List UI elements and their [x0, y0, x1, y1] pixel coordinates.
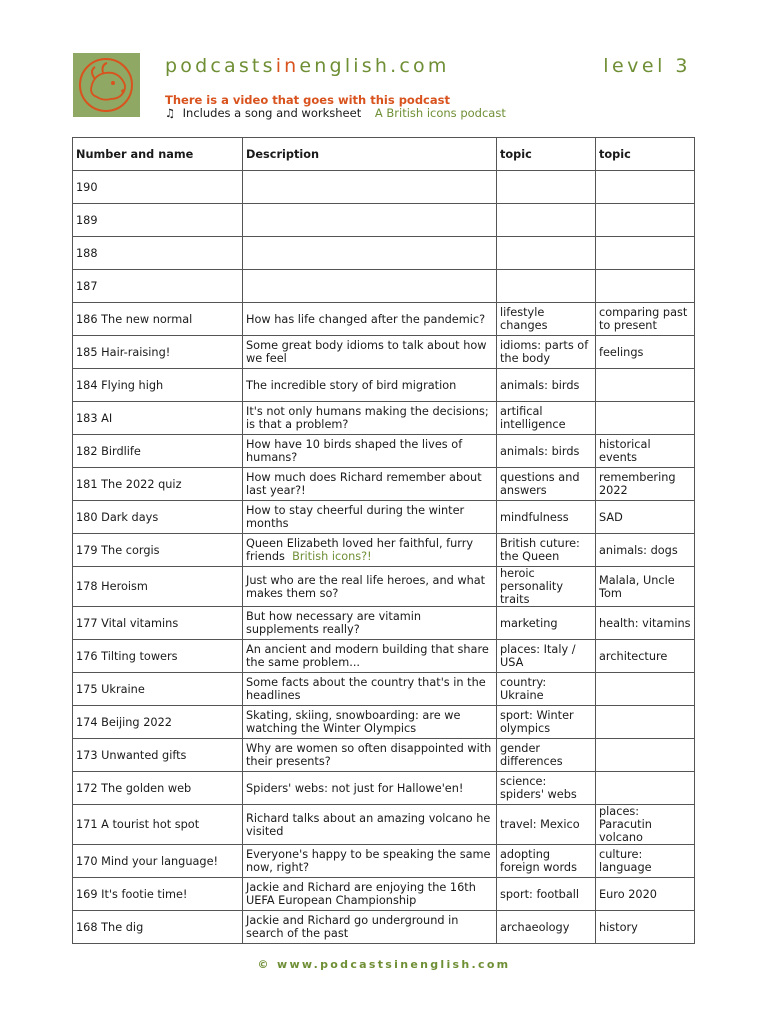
- episode-description: [243, 435, 497, 468]
- episode-name: 175 Ukraine: [73, 673, 243, 706]
- description-text: Jackie and Richard go underground in search of the past: [246, 914, 459, 940]
- episode-description: [243, 640, 497, 673]
- episode-name: 190: [73, 171, 243, 204]
- episode-topic-2: [596, 369, 695, 402]
- brand-part-1: podcasts: [165, 55, 276, 77]
- header-topic-1: topic: [497, 138, 596, 171]
- description-text: Jackie and Richard are enjoying the 16th UEFA European Championship: [246, 881, 476, 907]
- table-row: [73, 739, 695, 772]
- episode-topic-1: British cuture: the Queen: [497, 534, 596, 567]
- song-note-text: Includes a song and worksheet: [182, 106, 362, 120]
- episode-topic-1: [497, 171, 596, 204]
- episode-description: [243, 204, 497, 237]
- episode-name: 179 The corgis: [73, 534, 243, 567]
- description-text: Just who are the real life heroes, and what makes them so?: [246, 573, 486, 600]
- episode-description: [243, 336, 497, 369]
- table-row: [73, 534, 695, 567]
- episode-description: [243, 501, 497, 534]
- episode-topic-2: remembering 2022: [596, 468, 695, 501]
- episode-topic-1: animals: birds: [497, 435, 596, 468]
- episode-description: [243, 607, 497, 640]
- description-text: How to stay cheerful during the winter months: [246, 504, 465, 530]
- episode-description: [243, 673, 497, 706]
- episode-topic-2: Malala, Uncle Tom: [596, 567, 695, 607]
- episode-topic-2: historical events: [596, 435, 695, 468]
- episode-topic-2: [596, 706, 695, 739]
- episode-topic-1: artifical intelligence: [497, 402, 596, 435]
- episode-description: [243, 171, 497, 204]
- episode-topic-2: architecture: [596, 640, 695, 673]
- episode-topic-1: archaeology: [497, 911, 596, 944]
- dog-head-logo-icon: [73, 53, 140, 117]
- episode-description: [243, 739, 497, 772]
- episode-name: 169 It's footie time!: [73, 878, 243, 911]
- table-row: [73, 270, 695, 303]
- table-row: [73, 435, 695, 468]
- british-icons-note: A British icons podcast: [374, 106, 506, 120]
- episode-topic-1: sport: Winter olympics: [497, 706, 596, 739]
- brand-part-3: english.com: [299, 55, 450, 77]
- episode-topic-2: history: [596, 911, 695, 944]
- episode-name: 181 The 2022 quiz: [73, 468, 243, 501]
- episode-topic-1: marketing: [497, 607, 596, 640]
- episode-topic-1: gender differences: [497, 739, 596, 772]
- episode-topic-1: country: Ukraine: [497, 673, 596, 706]
- episode-topic-2: health: vitamins: [596, 607, 695, 640]
- table-row: [73, 303, 695, 336]
- episode-topic-1: science: spiders' webs: [497, 772, 596, 805]
- episode-name: 185 Hair-raising!: [73, 336, 243, 369]
- episode-name: 168 The dig: [73, 911, 243, 944]
- table-header-row: [73, 138, 695, 171]
- episode-description: [243, 468, 497, 501]
- episode-description: [243, 270, 497, 303]
- level-label: level 3: [603, 55, 691, 77]
- episode-topic-1: questions and answers: [497, 468, 596, 501]
- logo: [73, 53, 140, 117]
- episode-name: 180 Dark days: [73, 501, 243, 534]
- episode-topic-2: [596, 673, 695, 706]
- episode-name: 188: [73, 237, 243, 270]
- episode-topic-1: [497, 270, 596, 303]
- episode-name: 170 Mind your language!: [73, 845, 243, 878]
- description-text: How much does Richard remember about last year?!: [246, 471, 482, 497]
- table-row: [73, 706, 695, 739]
- episode-topic-1: idioms: parts of the body: [497, 336, 596, 369]
- table-row: [73, 878, 695, 911]
- footer-copyright: © www.podcastsinenglish.com: [257, 958, 511, 971]
- episode-topic-2: [596, 204, 695, 237]
- episode-topic-2: feelings: [596, 336, 695, 369]
- british-icons-tag: British icons?!: [292, 550, 372, 563]
- table-row: [73, 607, 695, 640]
- episode-topic-2: [596, 171, 695, 204]
- table-row: [73, 336, 695, 369]
- description-text: Richard talks about an amazing volcano he visited: [246, 811, 491, 838]
- description-text: How has life changed after the pandemic?: [246, 312, 486, 326]
- video-note: There is a video that goes with this podcast: [165, 93, 450, 107]
- table-row: [73, 640, 695, 673]
- episode-name: 176 Tilting towers: [73, 640, 243, 673]
- episode-name: 187: [73, 270, 243, 303]
- episode-description: [243, 772, 497, 805]
- episode-topic-2: [596, 237, 695, 270]
- description-text: Skating, skiing, snowboarding: are we watching the Winter Olympics: [246, 709, 461, 735]
- episode-topic-2: Euro 2020: [596, 878, 695, 911]
- description-text: But how necessary are vitamin supplements really?: [246, 610, 422, 636]
- music-note-icon: ♫: [165, 106, 176, 120]
- episode-topic-2: comparing past to present: [596, 303, 695, 336]
- description-text: Some facts about the country that's in the headlines: [246, 676, 486, 702]
- episode-name: 182 Birdlife: [73, 435, 243, 468]
- episode-name: 177 Vital vitamins: [73, 607, 243, 640]
- description-text: How have 10 birds shaped the lives of humans?: [246, 438, 463, 464]
- episode-description: [243, 534, 497, 567]
- table-row: [73, 772, 695, 805]
- podcast-table: [72, 137, 695, 944]
- episode-name: 174 Beijing 2022: [73, 706, 243, 739]
- episode-description: [243, 911, 497, 944]
- description-text: Why are women so often disappointed with their presents?: [246, 742, 492, 768]
- episode-name: 173 Unwanted gifts: [73, 739, 243, 772]
- episode-topic-1: travel: Mexico: [497, 805, 596, 845]
- episode-topic-2: places: Paracutin volcano: [596, 805, 695, 845]
- episode-topic-1: adopting foreign words: [497, 845, 596, 878]
- episode-name: 189: [73, 204, 243, 237]
- episode-description: [243, 805, 497, 845]
- song-note: [165, 106, 506, 120]
- episode-topic-1: animals: birds: [497, 369, 596, 402]
- description-text: Some great body idioms to talk about how we feel: [246, 339, 487, 365]
- header-number-and-name: Number and name: [73, 138, 243, 171]
- table-row: [73, 402, 695, 435]
- table-row: [73, 204, 695, 237]
- description-text: An ancient and modern building that share the same problem...: [246, 643, 489, 669]
- table-row: [73, 468, 695, 501]
- table-row: [73, 673, 695, 706]
- episode-topic-2: [596, 270, 695, 303]
- episode-topic-2: [596, 739, 695, 772]
- episode-topic-1: lifestyle changes: [497, 303, 596, 336]
- description-text: The incredible story of bird migration: [246, 378, 457, 392]
- description-text: Spiders' webs: not just for Hallowe'en!: [246, 781, 464, 795]
- episode-topic-1: places: Italy / USA: [497, 640, 596, 673]
- episode-description: [243, 845, 497, 878]
- table-row: [73, 845, 695, 878]
- episode-topic-2: [596, 772, 695, 805]
- table-row: [73, 805, 695, 845]
- episode-topic-1: mindfulness: [497, 501, 596, 534]
- description-text: Everyone's happy to be speaking the same now, right?: [246, 848, 491, 874]
- table-row: [73, 911, 695, 944]
- episode-name: 178 Heroism: [73, 567, 243, 607]
- episode-description: [243, 567, 497, 607]
- brand-part-2: in: [275, 55, 300, 77]
- episode-topic-2: culture: language: [596, 845, 695, 878]
- episode-description: [243, 706, 497, 739]
- episode-topic-2: animals: dogs: [596, 534, 695, 567]
- table-row: [73, 237, 695, 270]
- description-text: Queen Elizabeth loved her faithful, furry friends: [246, 537, 474, 563]
- site-brand: [165, 55, 450, 77]
- episode-name: 172 The golden web: [73, 772, 243, 805]
- table-row: [73, 501, 695, 534]
- episode-description: [243, 303, 497, 336]
- table-row: [73, 171, 695, 204]
- episode-topic-1: [497, 204, 596, 237]
- episode-topic-1: heroic personality traits: [497, 567, 596, 607]
- description-text: It's not only humans making the decisions; is that a problem?: [246, 405, 489, 431]
- episode-name: 186 The new normal: [73, 303, 243, 336]
- episode-topic-2: SAD: [596, 501, 695, 534]
- episode-description: [243, 878, 497, 911]
- episode-name: 171 A tourist hot spot: [73, 805, 243, 845]
- episode-name: 183 AI: [73, 402, 243, 435]
- episode-name: 184 Flying high: [73, 369, 243, 402]
- table-row: [73, 369, 695, 402]
- episode-description: [243, 369, 497, 402]
- episode-description: [243, 237, 497, 270]
- episode-topic-2: [596, 402, 695, 435]
- table-row: [73, 567, 695, 607]
- episode-topic-1: [497, 237, 596, 270]
- episode-topic-1: sport: football: [497, 878, 596, 911]
- header-description: Description: [243, 138, 497, 171]
- episode-description: [243, 402, 497, 435]
- header-topic-2: topic: [596, 138, 695, 171]
